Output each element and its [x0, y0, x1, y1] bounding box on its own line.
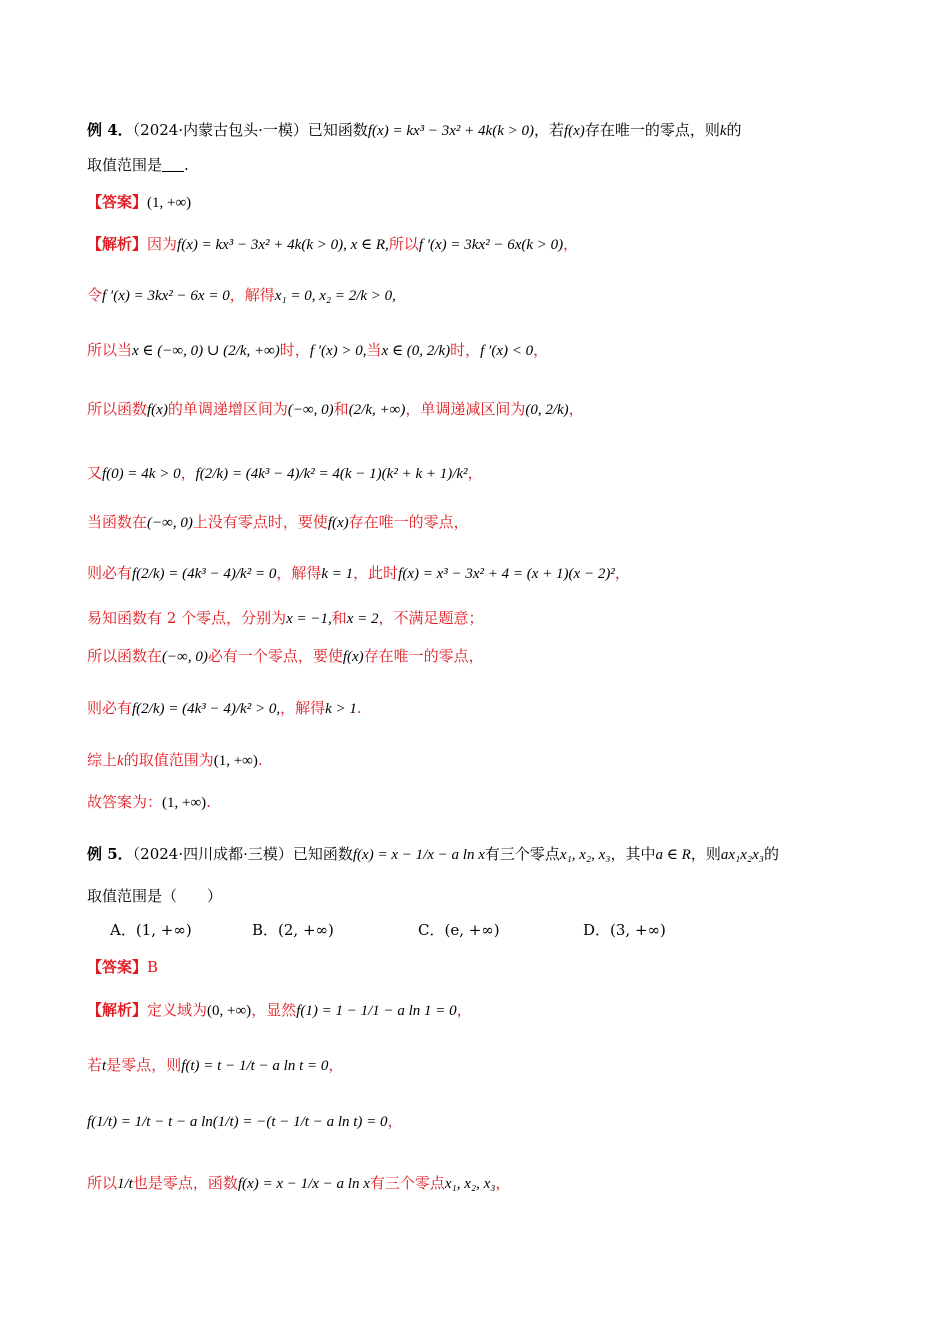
ex4-analysis-line10: 则必有f(2/k) = (4k³ − 4)/k² > 0,，解得k > 1. [87, 699, 362, 717]
answer-blank [162, 157, 184, 172]
ex4-question-line1: 例 4．（2024·内蒙古包头·一模）已知函数f(x) = kx³ − 3x² + 4k(k > 0)，若f(x)存在唯一的零点，则k的 [87, 121, 742, 139]
ex4-analysis-line9: 所以函数在(−∞, 0)必有一个零点，要使f(x)存在唯一的零点， [87, 647, 484, 665]
ex4-analysis-line7: 则必有f(2/k) = (4k³ − 4)/k² = 0，解得k = 1，此时f(x) = x³ − 3x² + 4 = (x + 1)(x − 2)²， [87, 564, 630, 582]
ex4-analysis-line12: 故答案为：(1, +∞). [87, 793, 211, 811]
ex4-analysis-line5: 又f(0) = 4k > 0，f(2/k) = (4k³ − 4)/k² = 4(k − 1)(k² + k + 1)/k²， [87, 464, 483, 482]
option-a: A．(1, +∞) [110, 921, 192, 939]
analysis-tag: 【解析】 [87, 1001, 148, 1019]
ex4-question-line2: 取值范围是 . [87, 156, 189, 174]
answer-tag: 【答案】 [87, 958, 148, 976]
ex5-analysis-line2: 若t是零点，则f(t) = t − 1/t − a ln t = 0， [87, 1056, 344, 1074]
ex5-question-line2: 取值范围是（ ） [87, 887, 223, 905]
ex4-answer: 【答案】(1, +∞) [87, 193, 192, 211]
ex5-analysis-line4: 所以1/t也是零点，函数f(x) = x − 1/x − a ln x有三个零点x₁, x₂, x₃， [87, 1174, 511, 1192]
option-b: B．(2, +∞) [252, 921, 334, 939]
ex4-analysis-line4: 所以函数f(x)的单调递增区间为(−∞, 0)和(2/k, +∞)，单调递减区间为(0, 2/k)， [87, 400, 584, 418]
analysis-tag: 【解析】 [87, 235, 148, 253]
ex5-analysis-line1: 【解析】定义域为(0, +∞)，显然f(1) = 1 − 1/1 − a ln 1 = 0， [87, 1001, 472, 1019]
ex4-analysis-line8: 易知函数有 2 个零点，分别为x = −1,和x = 2，不满足题意； [87, 609, 484, 627]
ex5-answer: 【答案】B [87, 958, 159, 976]
ex4-label: 例 4． [87, 121, 133, 139]
ex4-analysis-line3: 所以当x ∈ (−∞, 0) ∪ (2/k, +∞)时，f ′(x) > 0,当x ∈ (0, 2/k)时，f ′(x) < 0， [87, 341, 549, 359]
ex4-analysis-line1: 【解析】因为f(x) = kx³ − 3x² + 4k(k > 0), x ∈ R,所以f ′(x) = 3kx² − 6x(k > 0)， [87, 235, 579, 253]
ex4-analysis-line6: 当函数在(−∞, 0)上没有零点时，要使f(x)存在唯一的零点， [87, 513, 469, 531]
ex5-question-line1: 例 5．（2024·四川成都·三模）已知函数f(x) = x − 1/x − a ln x有三个零点x₁, x₂, x₃，其中a ∈ R，则ax₁x₂x₃的 [87, 845, 779, 863]
option-d: D．(3, +∞) [583, 921, 666, 939]
ex4-analysis-line11: 综上k的取值范围为(1, +∞). [87, 751, 263, 769]
option-c: C．(e, +∞) [418, 921, 500, 939]
ex5-analysis-line3: f(1/t) = 1/t − t − a ln(1/t) = −(t − 1/t − a ln t) = 0， [87, 1112, 403, 1130]
ex4-analysis-line2: 令f ′(x) = 3kx² − 6x = 0，解得x₁ = 0, x₂ = 2/k > 0, [87, 286, 396, 304]
ex5-label: 例 5． [87, 845, 133, 863]
answer-tag: 【答案】 [87, 193, 148, 211]
